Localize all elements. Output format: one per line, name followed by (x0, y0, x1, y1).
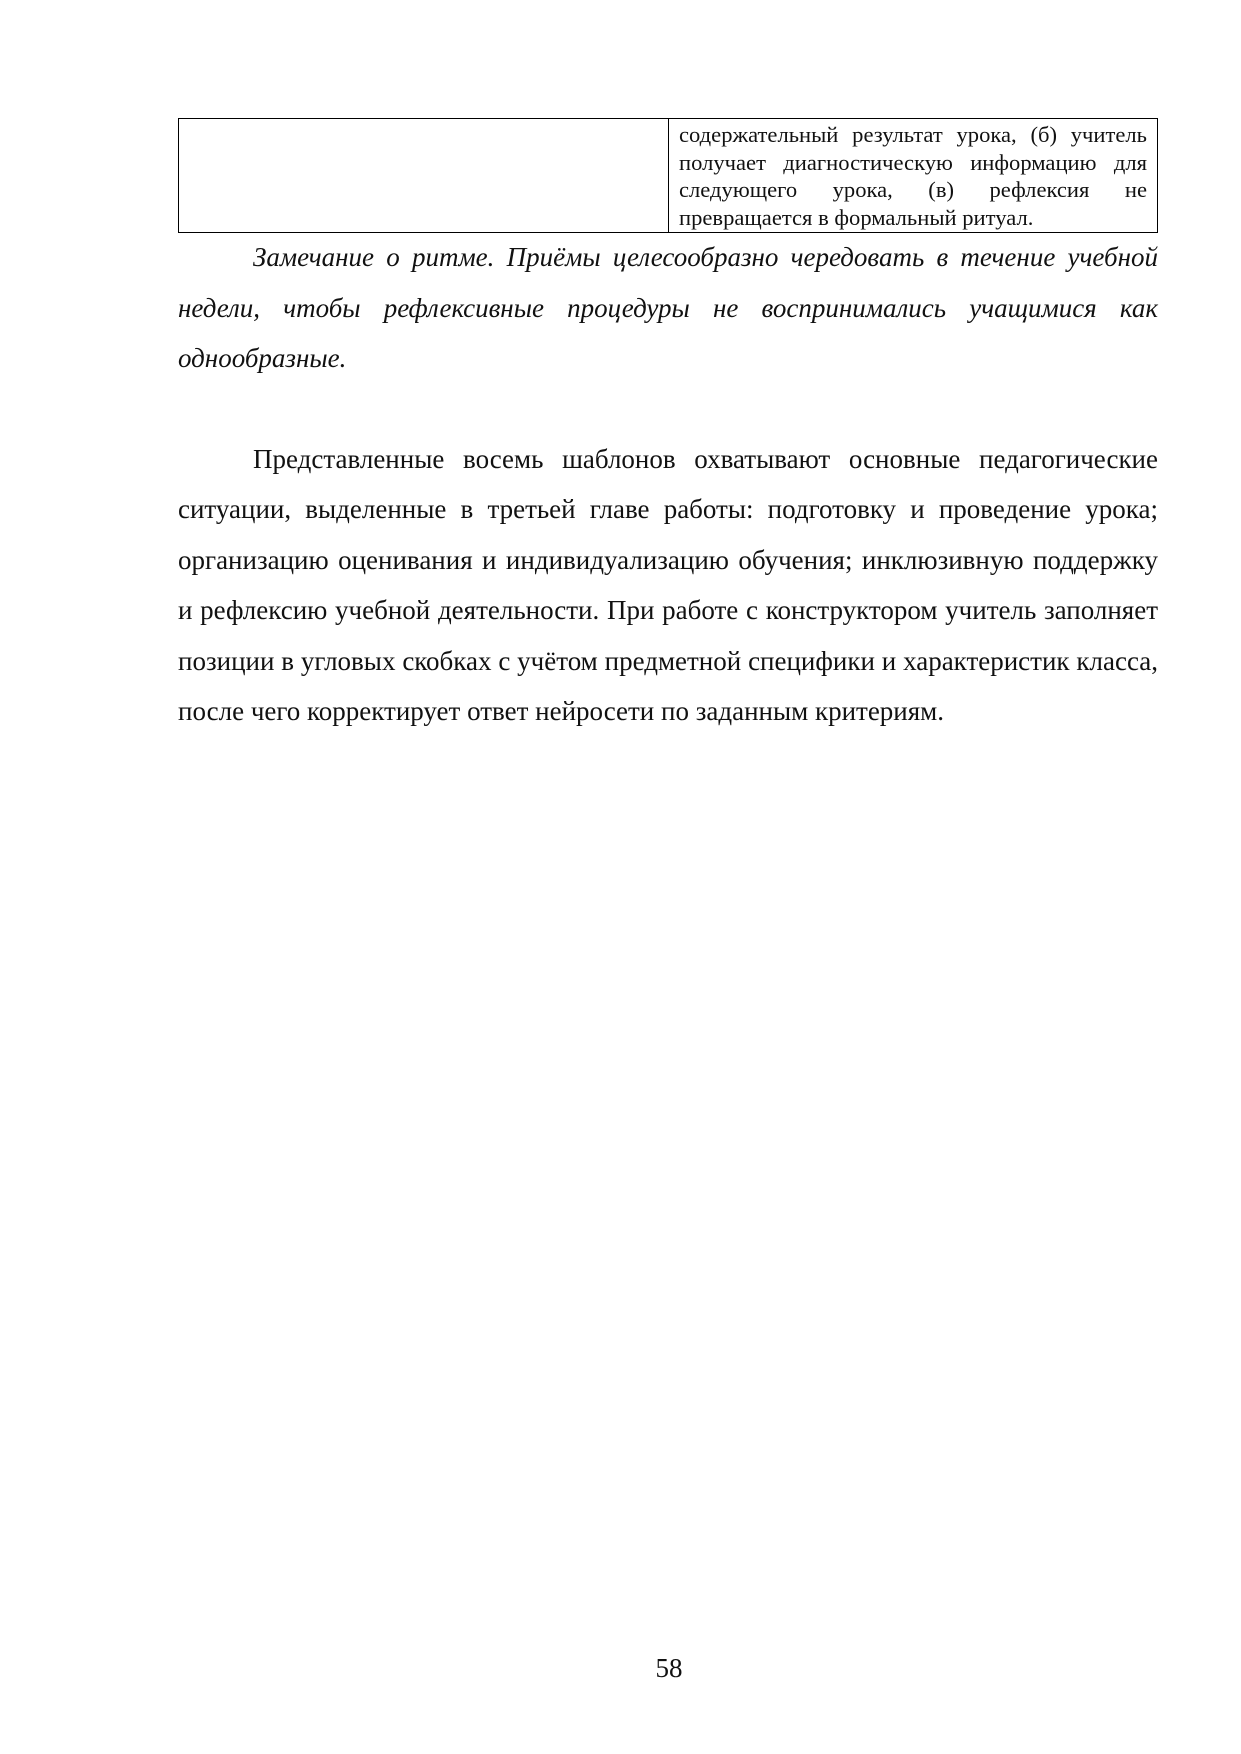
continued-table (178, 118, 1158, 233)
page-number: 58 (655, 1653, 683, 1683)
table-cell-left (179, 119, 669, 233)
table-row (179, 119, 1158, 233)
page-content (178, 118, 1158, 737)
table-cell-right: содержательный результат урока, (б) учитель получает диагностическую информацию для следующего урока, (в) рефлексия не превращается в формальный ритуал. (669, 119, 1158, 233)
summary-paragraph: Представленные восемь шаблонов охватывают основные педагогические ситуации, выделенные в третьей главе работы: подготовку и проведение урока; организацию оценивания и индивидуализацию обучения; инклюзивную поддержку и рефлексию учебной деятельности. При работе с конструктором учитель заполняет позиции в угловых скобках с учётом предметной специфики и характеристик класса, после чего корректирует ответ нейросети по заданным критериям. (178, 443, 1158, 727)
rhythm-note-paragraph: Замечание о ритме. Приёмы целесообразно чередовать в течение учебной недели, чтобы рефлексивные процедуры не воспринимались учащимися как однообразные. (178, 242, 1158, 374)
